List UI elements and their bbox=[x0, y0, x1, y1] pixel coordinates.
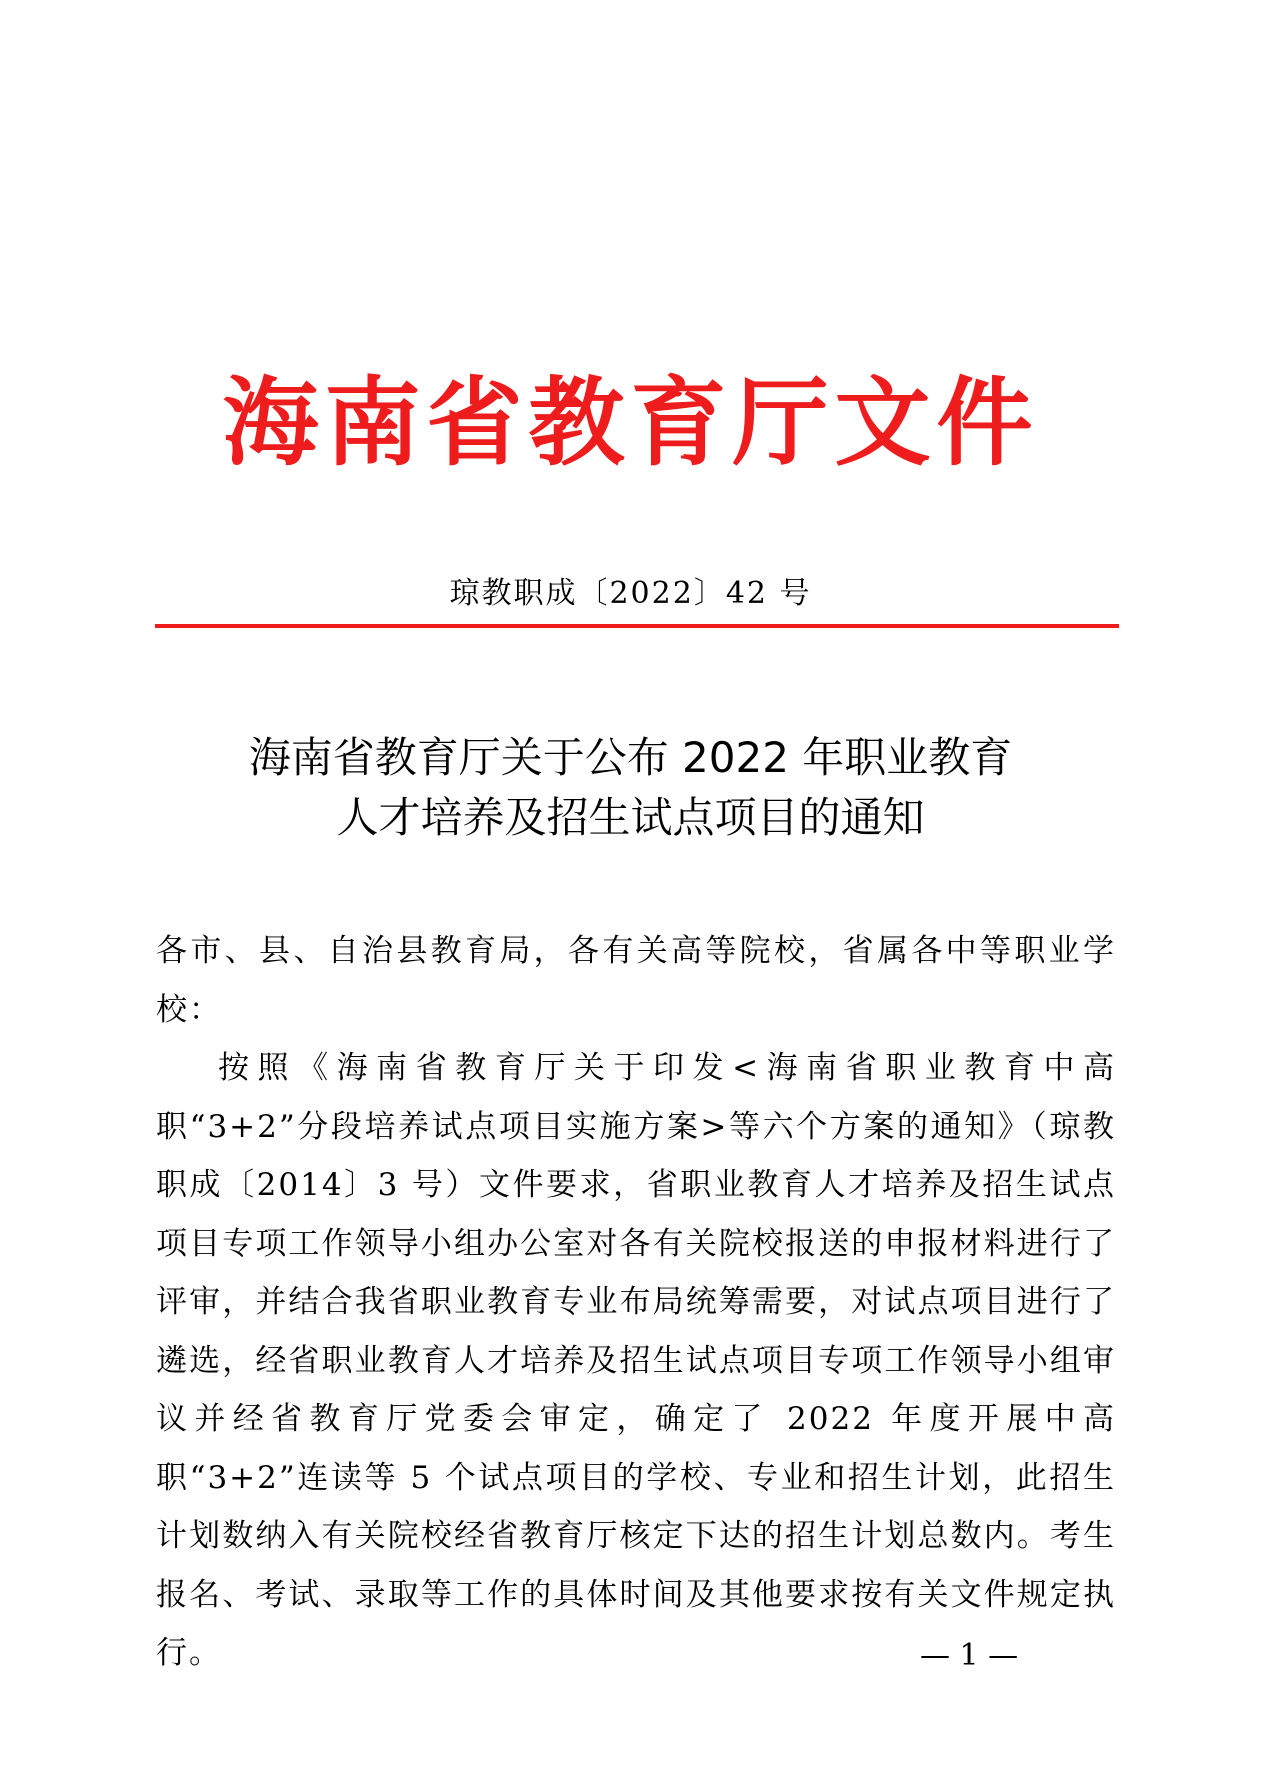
red-divider-line bbox=[155, 624, 1119, 628]
salutation: 各市、县、自治县教育局，各有关高等院校，省属各中等职业学校： bbox=[156, 933, 1116, 1028]
notice-title bbox=[0, 728, 1261, 848]
document-number: 琼教职成〔2022〕42 号 bbox=[449, 576, 812, 611]
notice-title-line-2: 人才培养及招生试点项目的通知 bbox=[336, 793, 925, 842]
body-paragraph: 按照《海南省教育厅关于印发<海南省职业教育中高职“3+2”分段培养试点项目实施方案>等六个方案的通知》（琼教职成〔2014〕3 号）文件要求，省职业教育人才培养及招生试点项目专项工作领导小组办公室对各有关院校报送的申报材料进行了评审，并结合我省职业教育专业布局统筹需要，对试点项目进行了遴选，经省职业教育人才培养及招生试点项目专项工作领导小组审议并经省教育厅党委会审定，确定了 2022 年度开展中高职“3+2”连读等 5 个试点项目的学校、专业和招生计划，此招生计划数纳入有关院校经省教育厅核定下达的招生计划总数内。考生报名、考试、录取等工作的具体时间及其他要求按有关文件规定执行。 bbox=[156, 1050, 1116, 1671]
notice-title-line-1: 海南省教育厅关于公布 2022 年职业教育 bbox=[248, 733, 1013, 782]
page-number: — 1 — bbox=[920, 1638, 1019, 1673]
masthead-title: 海南省教育厅文件 bbox=[222, 367, 1039, 479]
notice-body bbox=[156, 922, 1116, 1683]
